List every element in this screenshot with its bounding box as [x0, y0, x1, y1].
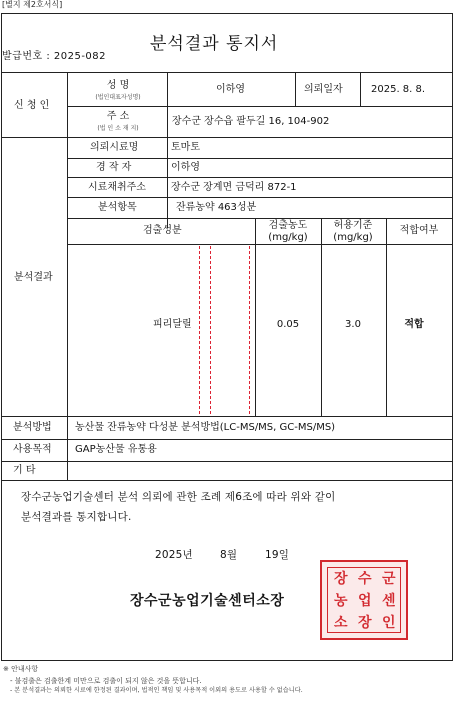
grower-label: 경 작 자 [96, 162, 132, 173]
organization-name: 장수군농업기술센터소장 [130, 593, 285, 609]
table-header-component: 검출성분 [143, 225, 182, 236]
grower-name: 이하영 [171, 162, 200, 173]
notes-line-2: - 본 분석결과는 의뢰한 시료에 한정된 결과이며, 법적인 책임 및 사용목적 이외의 용도로 사용할 수 없습니다. [10, 687, 303, 694]
address-sublabel: (법 인 소 재 지) [97, 125, 139, 132]
address-label: 주 소 [106, 111, 130, 122]
table-header-limit: 허용기준 [333, 220, 373, 231]
sample-name-label: 의뢰시료명 [90, 142, 139, 153]
applicant-name: 이하영 [216, 84, 245, 95]
name-sublabel: (법인대표자성명) [95, 94, 141, 101]
notes-line-1: - 불검출은 검출한계 미만으로 검출이 되지 않은 것을 뜻합니다. [10, 677, 202, 685]
request-date: 2025. 8. 8. [371, 84, 426, 95]
table-row-verdict: 적합 [404, 319, 424, 330]
sample-name: 토마토 [171, 142, 200, 153]
table-row-detected: 0.05 [276, 319, 300, 330]
purpose-value: GAP농산물 유통용 [75, 444, 157, 455]
notes-heading: ※ 안내사항 [3, 665, 39, 673]
issue-number: 발급번호 : 2025-082 [2, 51, 107, 62]
table-header-verdict: 적합여부 [399, 225, 439, 236]
applicant-address: 장수군 장수읍 팔두길 16, 104-902 [172, 116, 330, 127]
table-row-component: 피리달릴 [153, 319, 192, 330]
table-header-detected: 검출농도 [268, 220, 308, 231]
purpose-label: 사용목적 [13, 444, 52, 455]
form-label: [별지 제2호서식] [2, 0, 63, 9]
applicant-section-label: 신 청 인 [14, 100, 50, 111]
document-title: 분석결과 통지서 [150, 34, 279, 54]
analysis-item-label: 분석항목 [98, 202, 137, 213]
notice-line-1: 장수군농업기술센터 분석 의뢰에 관한 조례 제6조에 따라 위와 같이 [21, 491, 336, 503]
official-seal-icon: 장 수 군 농 업 센 소 장 인 [320, 560, 408, 640]
method-value: 농산물 잔류농약 다성분 분석방법(LC-MS/MS, GC-MS/MS) [75, 422, 336, 433]
notice-line-2: 분석결과를 통지합니다. [21, 511, 132, 523]
table-header-limit-unit: (mg/kg) [333, 232, 373, 243]
request-date-label: 의뢰일자 [304, 84, 343, 95]
sampling-place-label: 시료채취주소 [88, 182, 146, 193]
date-month: 8월 [220, 549, 238, 561]
etc-label: 기 타 [13, 465, 36, 476]
method-label: 분석방법 [13, 422, 52, 433]
date-year: 2025년 [155, 549, 193, 561]
date-day: 19일 [265, 549, 290, 561]
result-section-label: 분석결과 [14, 272, 53, 283]
table-row-limit: 3.0 [345, 319, 361, 330]
analysis-item: 잔류농약 463성분 [176, 202, 257, 213]
sampling-place: 장수군 장계면 금덕리 872-1 [171, 182, 297, 193]
name-label: 성 명 [106, 80, 130, 91]
table-header-detected-unit: (mg/kg) [268, 232, 308, 243]
